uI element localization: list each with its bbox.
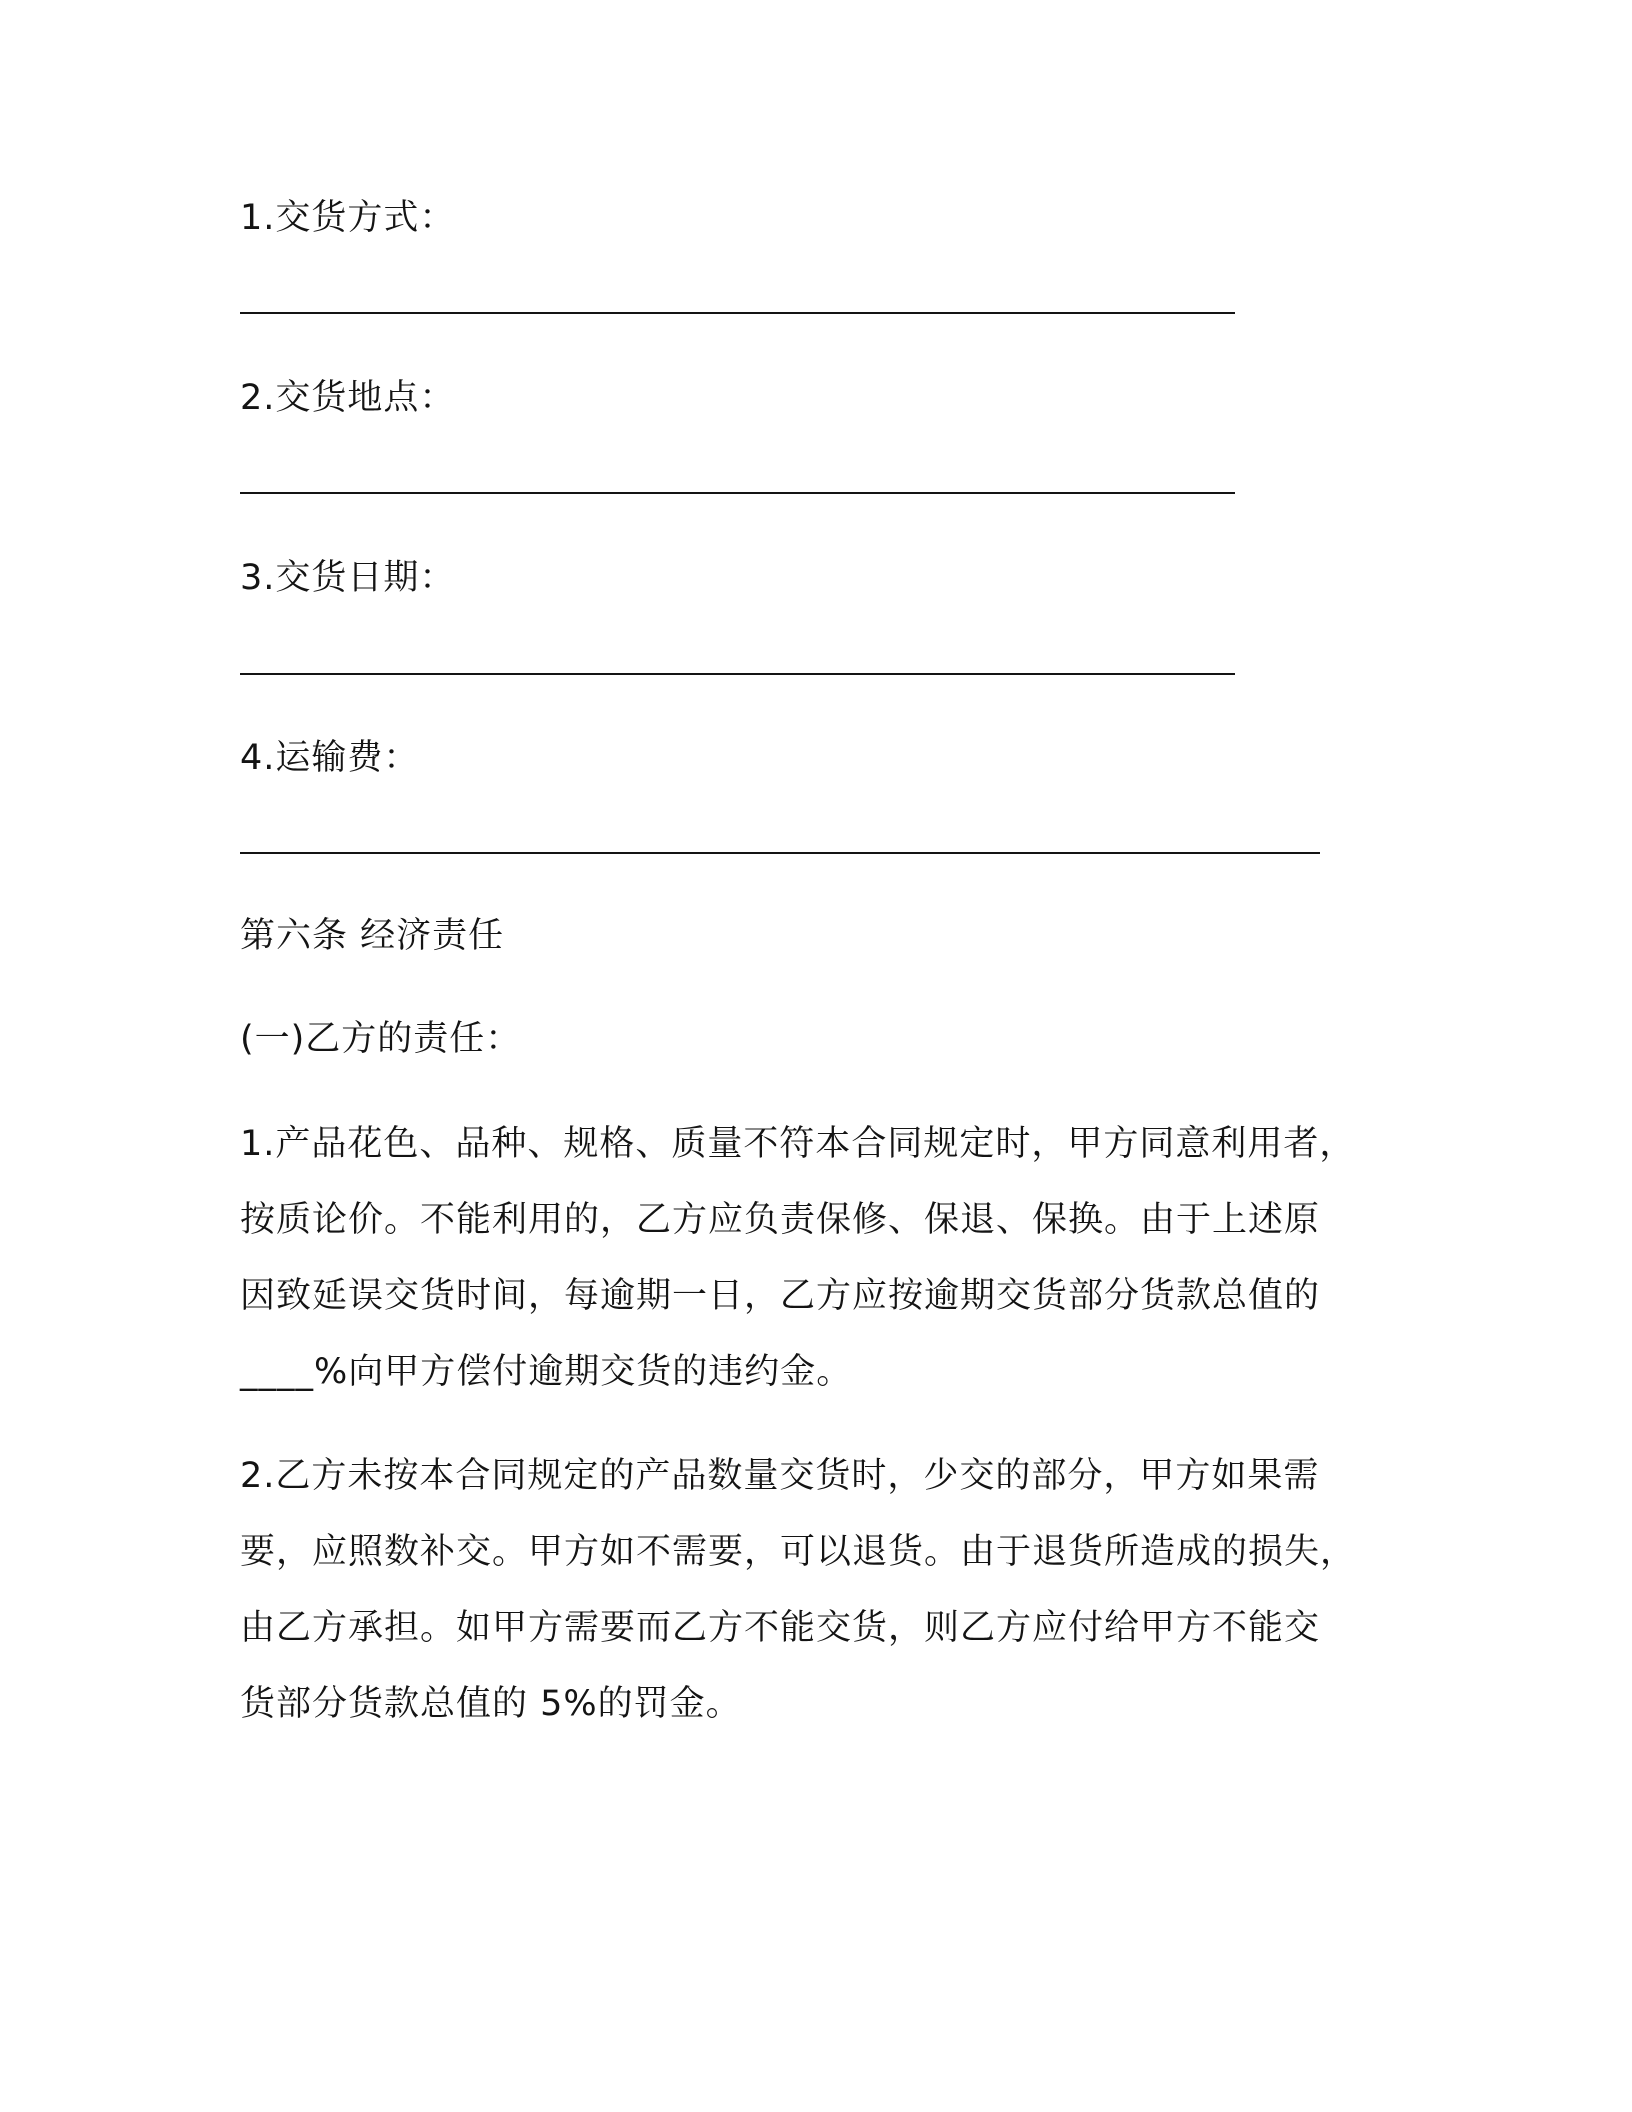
delivery-date-blank <box>240 673 1235 675</box>
section-heading: 第六条 经济责任 <box>240 916 505 956</box>
delivery-method-label: 1.交货方式： <box>240 198 456 238</box>
transport-fee-label: 4.运输费： <box>240 738 420 778</box>
delivery-place-blank <box>240 492 1235 494</box>
clause2-line-2: 要，应照数补交。甲方如不需要，可以退货。由于退货所造成的损失， <box>240 1532 1357 1572</box>
subsection-heading: (一)乙方的责任： <box>240 1019 522 1059</box>
clause2-line-3: 由乙方承担。如甲方需要而乙方不能交货，则乙方应付给甲方不能交 <box>240 1608 1321 1648</box>
delivery-method-blank <box>240 312 1235 314</box>
clause2-line-4: 货部分货款总值的 5%的罚金。 <box>240 1684 742 1724</box>
clause1-line-2: 按质论价。不能利用的，乙方应负责保修、保退、保换。由于上述原 <box>240 1200 1321 1240</box>
clause1-line-1: 1.产品花色、品种、规格、质量不符本合同规定时，甲方同意利用者， <box>240 1124 1356 1164</box>
clause1-line-3: 因致延误交货时间，每逾期一日，乙方应按逾期交货部分货款总值的 <box>240 1276 1321 1316</box>
clause2-line-1: 2.乙方未按本合同规定的产品数量交货时，少交的部分，甲方如果需 <box>240 1456 1320 1496</box>
delivery-place-label: 2.交货地点： <box>240 378 456 418</box>
clause1-line-4: ____%向甲方偿付逾期交货的违约金。 <box>240 1352 853 1392</box>
delivery-date-label: 3.交货日期： <box>240 558 456 598</box>
transport-fee-blank <box>240 852 1320 854</box>
